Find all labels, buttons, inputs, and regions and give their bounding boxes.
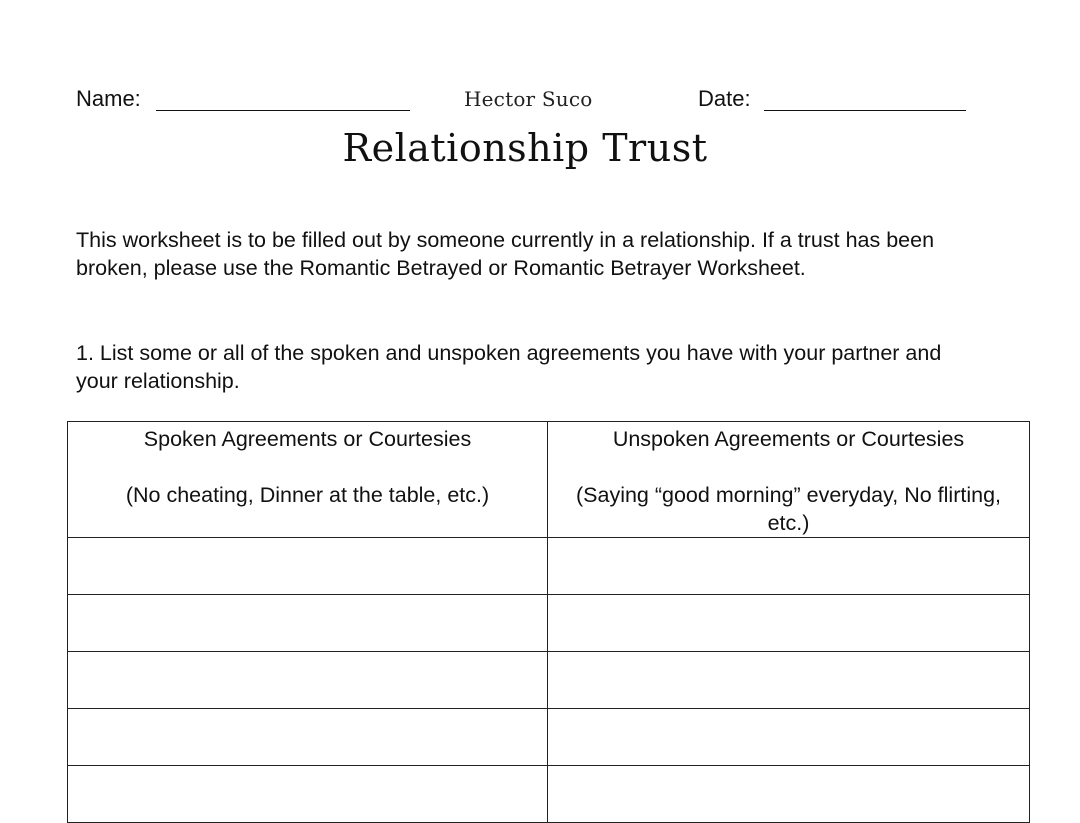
- column-title: Unspoken Agreements or Courtesies: [612, 427, 965, 451]
- table-row: [68, 652, 1030, 709]
- header-row: [76, 86, 976, 116]
- table-row: [68, 595, 1030, 652]
- column-example: (Saying “good morning” everyday, No flirting, etc.): [575, 483, 1001, 535]
- table-header-row: [68, 422, 1030, 538]
- agreements-table: [67, 421, 1030, 823]
- table-row: [68, 709, 1030, 766]
- column-header-spoken: [68, 422, 548, 538]
- column-title: Spoken Agreements or Courtesies: [143, 427, 472, 451]
- page-title: Relationship Trust: [342, 126, 708, 170]
- table-row: [68, 538, 1030, 595]
- unspoken-entry-cell[interactable]: [548, 709, 1030, 766]
- name-field[interactable]: [156, 86, 410, 111]
- filled-name: Hector Suco: [464, 87, 593, 111]
- spoken-entry-cell[interactable]: [68, 595, 548, 652]
- date-field[interactable]: [764, 86, 966, 111]
- spoken-entry-cell[interactable]: [68, 652, 548, 709]
- spoken-entry-cell[interactable]: [68, 766, 548, 823]
- column-example: (No cheating, Dinner at the table, etc.): [125, 483, 490, 507]
- table-row: [68, 766, 1030, 823]
- unspoken-entry-cell[interactable]: [548, 538, 1030, 595]
- name-label: Name:: [76, 86, 141, 111]
- unspoken-entry-cell[interactable]: [548, 652, 1030, 709]
- unspoken-entry-cell[interactable]: [548, 595, 1030, 652]
- spoken-entry-cell[interactable]: [68, 538, 548, 595]
- column-header-unspoken: [548, 422, 1030, 538]
- unspoken-entry-cell[interactable]: [548, 766, 1030, 823]
- date-label: Date:: [698, 86, 751, 111]
- question-1: 1. List some or all of the spoken and unspoken agreements you have with your partner and your relationship.: [76, 341, 942, 393]
- spoken-entry-cell[interactable]: [68, 709, 548, 766]
- intro-paragraph: This worksheet is to be filled out by someone currently in a relationship. If a trust has been broken, please use the Romantic Betrayed or Romantic Betrayer Worksheet.: [76, 228, 935, 280]
